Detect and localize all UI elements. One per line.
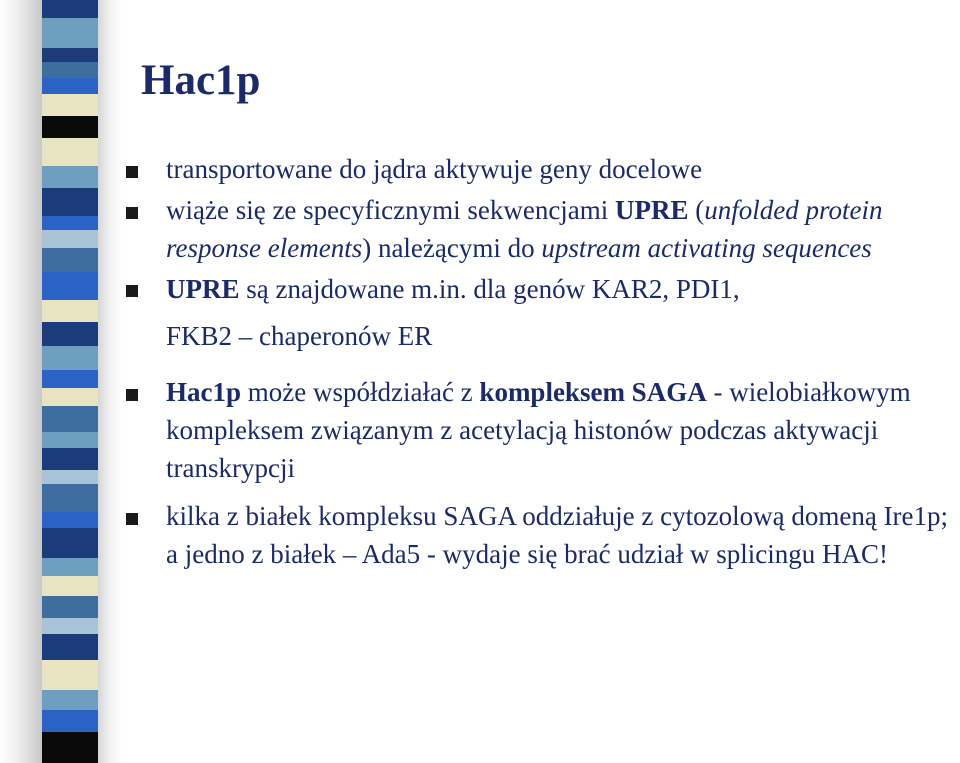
bullet-text: transportowane do jądra aktywuje geny docelowe [166, 154, 703, 184]
decorative-stripe [42, 558, 98, 576]
bullet-text-part: - wielobiałkowym kompleksem związanym z acetylacją histonów podczas aktywacji transkrypcji [166, 377, 911, 483]
decorative-stripe [42, 248, 98, 272]
decorative-stripe [42, 94, 98, 116]
decorative-stripe [42, 230, 98, 248]
decorative-stripe [42, 512, 98, 528]
saga-term: kompleksem SAGA [479, 377, 707, 407]
bullet-list [120, 150, 958, 573]
decorative-stripe [42, 78, 98, 94]
bullet-text-part: może współdziałać z [241, 377, 480, 407]
decorative-stripe [42, 18, 98, 48]
hac1p-term: Hac1p [166, 377, 242, 407]
bullet-item-3 [120, 267, 958, 359]
decorative-stripe [42, 138, 98, 166]
square-bullet-icon [126, 207, 138, 219]
decorative-stripe [42, 732, 98, 763]
decorative-stripe [42, 576, 98, 596]
upre-expansion: unfolded protein response elements [166, 195, 883, 263]
bullet-item-2 [120, 191, 958, 267]
decorative-stripe [42, 216, 98, 230]
bullet-item-1 [120, 150, 958, 188]
decorative-stripe [42, 406, 98, 432]
upre-term: UPRE [615, 195, 689, 225]
bullet-text: kilka z białek kompleksu SAGA oddziałuje z cytozolową domeną Ire1p; a jedno z białek – Ada5 - wydaje się brać udział w splicingu HAC! [166, 501, 949, 569]
bullet-text-part: ( [688, 195, 705, 225]
decorative-stripe [42, 660, 98, 690]
decorative-stripe [42, 322, 98, 346]
decorative-stripe [42, 116, 98, 138]
square-bullet-icon [126, 389, 138, 401]
decorative-stripe [42, 188, 98, 216]
decorative-stripe [42, 528, 98, 558]
decorative-stripe [42, 272, 98, 300]
bullet-text-part: są znajdowane m.in. dla genów KAR2, PDI1, [239, 274, 740, 304]
decorative-stripe [42, 448, 98, 470]
decorative-stripe [42, 710, 98, 732]
decorative-stripe [42, 300, 98, 322]
left-shadow-band [0, 0, 42, 763]
decorative-stripe [42, 470, 98, 484]
decorative-stripe [42, 166, 98, 188]
decorative-stripe-column [42, 0, 98, 763]
decorative-stripe [42, 690, 98, 710]
decorative-stripe [42, 346, 98, 370]
upre-term: UPRE [166, 274, 240, 304]
stripe-right-shadow [98, 0, 122, 763]
decorative-stripe [42, 484, 98, 512]
square-bullet-icon [126, 285, 138, 297]
slide-title: Hac1p [141, 57, 261, 104]
decorative-stripe [42, 370, 98, 388]
square-bullet-icon [126, 166, 138, 178]
upstream-term: upstream activating sequences [541, 233, 872, 263]
decorative-stripe [42, 634, 98, 660]
decorative-stripe [42, 0, 98, 18]
bullet-text-part: wiąże się ze specyficznymi sekwencjami [166, 195, 616, 225]
bullet-item-4 [120, 373, 958, 487]
decorative-stripe [42, 432, 98, 448]
decorative-stripe [42, 618, 98, 634]
bullet-line: FKB2 – chaperonów ER [166, 321, 433, 351]
decorative-stripe [42, 388, 98, 406]
decorative-stripe [42, 62, 98, 78]
bullet-item-5 [120, 497, 958, 573]
decorative-stripe [42, 48, 98, 62]
square-bullet-icon [126, 513, 138, 525]
decorative-stripe [42, 596, 98, 618]
bullet-line [166, 267, 958, 312]
bullet-text-part: ) należącymi do [362, 233, 542, 263]
